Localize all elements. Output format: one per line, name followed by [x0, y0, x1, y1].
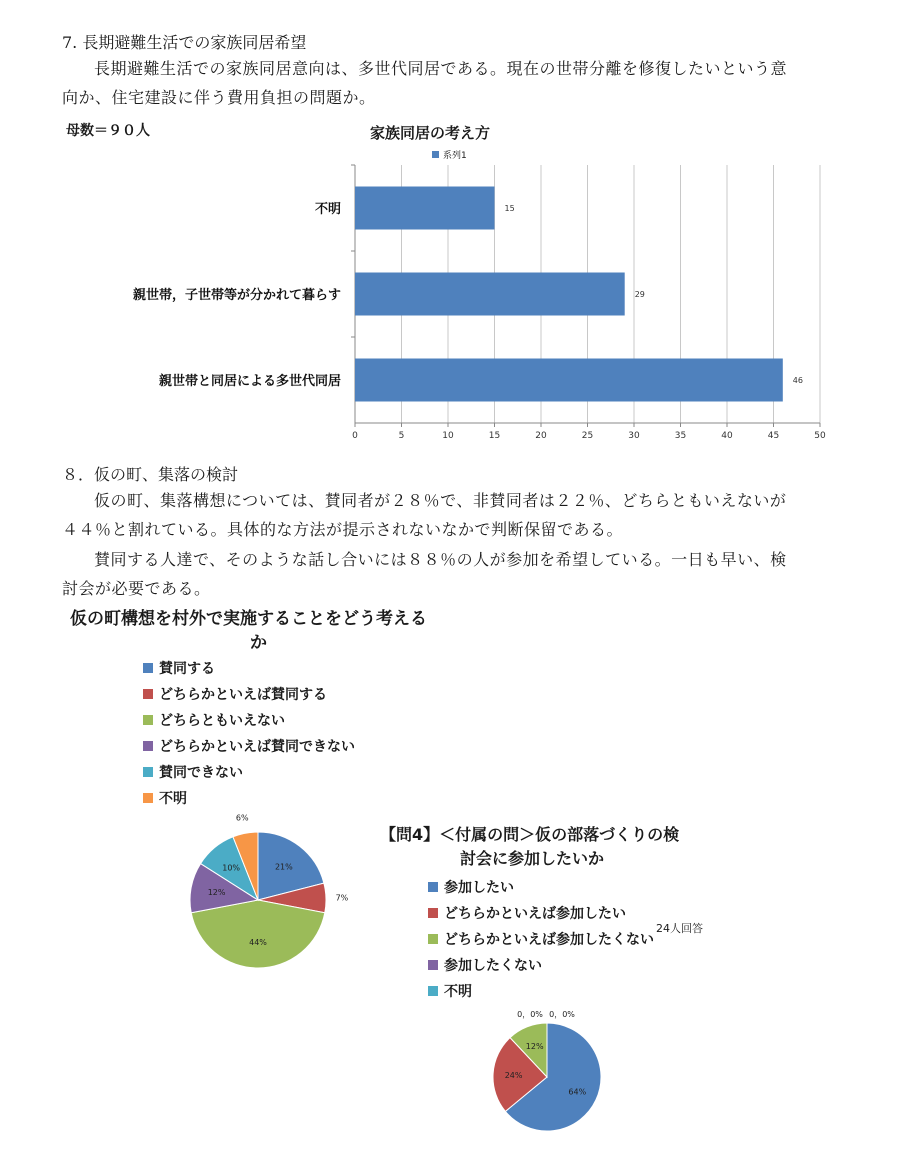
bar-xtick-label: 50 [814, 431, 826, 441]
pie1-legend-item [143, 762, 243, 782]
bar-category-label: 親世帯と同居による多世代同居 [158, 374, 341, 389]
pie1-legend-item [143, 658, 215, 678]
pie1-legend-item [143, 710, 285, 730]
bar-chart-title: 家族同居の考え方 [370, 124, 491, 142]
bar-xtick-label: 35 [674, 431, 687, 441]
bar-category-label: 親世帯，子世帯等が分かれて暮らす [132, 288, 341, 303]
section7-para-line1: 長期避難生活での家族同居意向は、多世代同居である。現在の世帯分離を修復したいという意 [94, 59, 788, 78]
pie1-slice [191, 900, 325, 968]
sample-size-label: 母数＝９０人 [66, 123, 150, 139]
legend-label-series1: 系列1 [443, 151, 467, 161]
section8-para2-line1: 賛同する人達で、そのような話し合いには８８％の人が参加を希望している。一日も早い、検 [94, 550, 787, 569]
pie1-legend-label: どちらかといえば賛同する [159, 687, 327, 703]
pie1-data-label: 44% [249, 938, 267, 948]
bar [355, 359, 783, 402]
pie1-data-label: 6% [235, 813, 249, 823]
section8-para2-line2: 討会が必要である。 [62, 579, 211, 598]
bar-xtick-label: 40 [721, 431, 733, 441]
bar-xtick-label: 10 [442, 431, 454, 441]
pie1-data-label: 21% [274, 862, 293, 872]
pie2-data-label: 0，0% [517, 1010, 543, 1019]
pie-charts [0, 800, 900, 1167]
bar-xtick-label: 5 [398, 431, 405, 441]
pie1-legend-swatch [143, 767, 153, 777]
pie1-legend-label: 不明 [159, 791, 187, 807]
bar [355, 187, 495, 230]
pie2-title-line2: 討会に参加したいか [460, 849, 605, 868]
pie1-legend-item [143, 736, 355, 756]
section8-para1-line2: ４４％と割れている。具体的な方法が提示されないなかで判断保留である。 [62, 520, 624, 539]
section8-heading: ８．仮の町、集落の検討 [62, 465, 239, 484]
pie1-data-label: 12% [207, 888, 226, 898]
pie1-chart [190, 813, 349, 968]
pie1-legend-label: 賛同できない [159, 765, 243, 781]
pie2-note: 24人回答 [656, 922, 703, 935]
pie2-data-label: 0，0% [549, 1010, 575, 1019]
pie1-data-label: 7% [335, 893, 349, 903]
bar-xtick-label: 45 [767, 431, 780, 441]
pie1-title-line1: 仮の町構想を村外で実施することをどう考える [70, 609, 427, 629]
bar-xtick-label: 25 [581, 431, 594, 441]
bar-xtick-label: 0 [352, 431, 358, 441]
section7-heading: 7. 長期避難生活での家族同居希望 [62, 33, 307, 52]
pie1-legend-label: どちらかといえば賛同できない [159, 739, 355, 755]
bar-data-label: 46 [792, 376, 803, 385]
pie1-legend-label: どちらともいえない [159, 713, 285, 729]
bar-data-label: 15 [504, 204, 515, 213]
pie1-data-label: 10% [222, 863, 241, 873]
pie2-title-line1: 【問4】＜付属の問＞仮の部落づくりの検 [380, 825, 680, 844]
pie2-legend-label: 不明 [444, 984, 472, 1000]
bar-data-label: 29 [634, 290, 645, 299]
pie1-legend-label: 賛同する [159, 661, 215, 677]
pie2-chart [493, 1010, 601, 1131]
pie2-legend-label: 参加したくない [444, 958, 542, 974]
pie1-legend-swatch [143, 689, 153, 699]
pie1-legend-item [143, 684, 327, 704]
pie2-legend-label: どちらかといえば参加したくない [444, 932, 654, 948]
bar-xtick-label: 20 [535, 431, 547, 441]
bar-chart [0, 0, 900, 460]
pie2-data-label: 12% [525, 1041, 544, 1051]
pie2-legend-label: 参加したい [444, 880, 514, 896]
pie2-data-label: 24% [504, 1070, 523, 1080]
bar-category-label: 不明 [314, 202, 341, 217]
pie1-title-line2: か [250, 633, 267, 653]
bar-chart-labels [133, 201, 826, 441]
pie1-legend-swatch [143, 663, 153, 673]
bar-chart-bars [355, 187, 783, 402]
pie1-legend-swatch [143, 741, 153, 751]
pie1-legend-swatch [143, 715, 153, 725]
bar [355, 273, 625, 316]
pie2-legend-label: どちらかといえば参加したい [444, 906, 626, 922]
section7-para-line2: 向か、住宅建設に伴う費用負担の問題か。 [62, 88, 376, 107]
pie2-data-label: 64% [568, 1087, 587, 1097]
section8-para1-line1: 仮の町、集落構想については、賛同者が２８％で、非賛同者は２２％、どちらともいえないが [94, 491, 787, 510]
bar-xtick-label: 15 [488, 431, 501, 441]
bar-xtick-label: 30 [628, 431, 640, 441]
